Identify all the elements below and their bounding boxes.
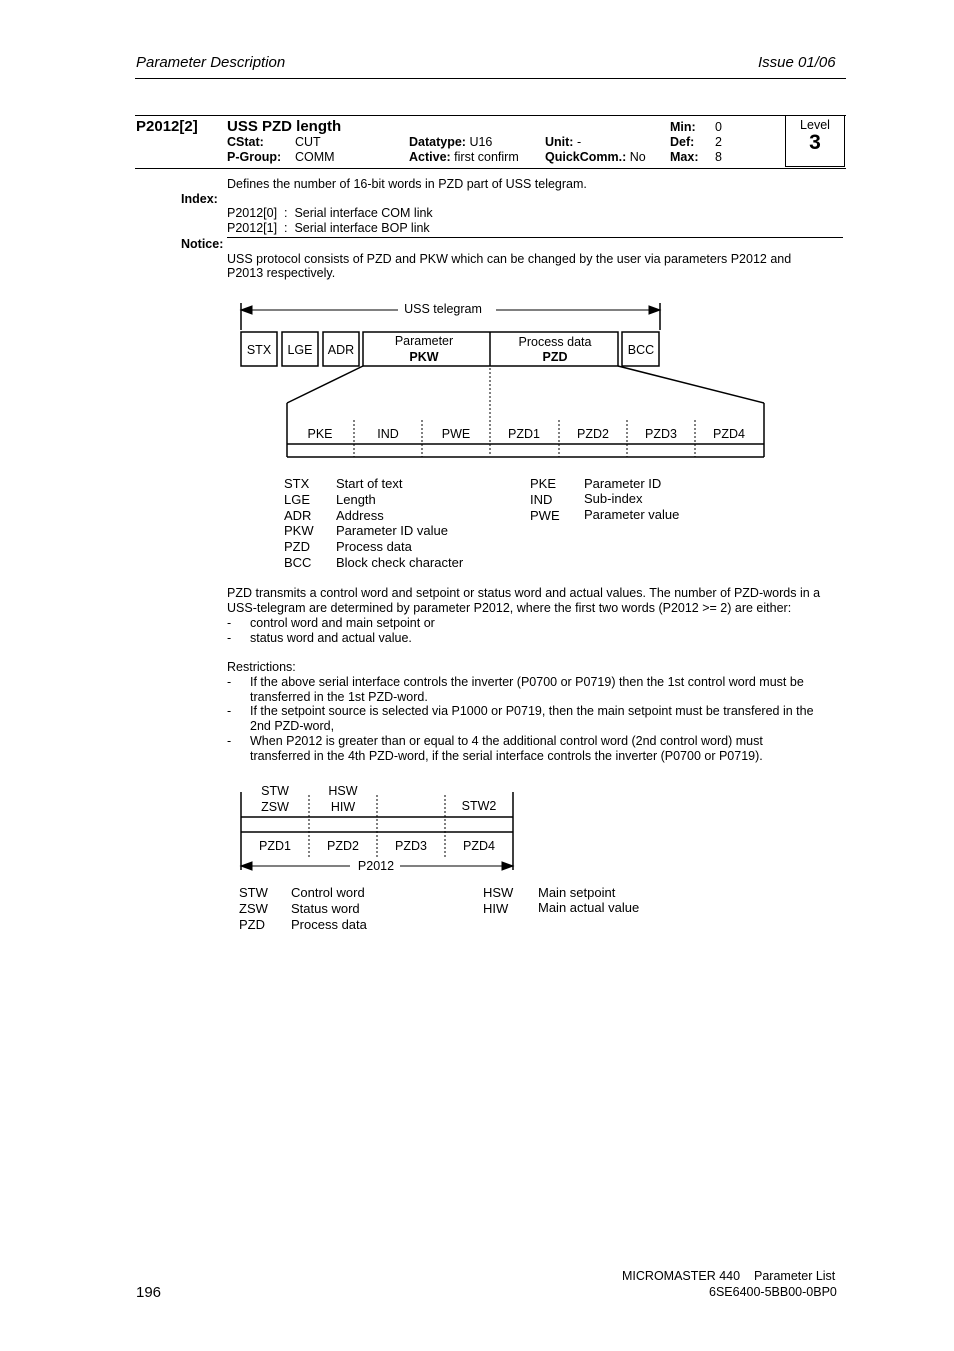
restrictions-label: Restrictions: [227, 660, 296, 674]
stx-label: STX [246, 343, 272, 357]
field-pzd4: PZD4 [713, 427, 745, 441]
restriction-line: If the setpoint source is selected via P1000 or P0719, then the main setpoint must be transfered in the [250, 704, 814, 718]
legend-item: IND [530, 492, 553, 507]
hsw-label: HSW [328, 784, 358, 798]
cstat-label: CStat: [227, 135, 264, 149]
legend-text: Main actual value [538, 900, 640, 915]
index-item: P2012[0] : Serial interface COM link [227, 206, 433, 220]
header-issue: Issue 01/06 [758, 54, 836, 71]
field-pwe: PWE [441, 427, 471, 441]
restriction-line: 2nd PZD-word, [250, 719, 335, 733]
legend-text: Address [336, 508, 384, 523]
process-data-label: Process data [518, 335, 592, 349]
def-label: Def: [670, 135, 695, 149]
parameter-label: Parameter [394, 334, 454, 348]
max-label: Max: [670, 150, 699, 164]
field-pzd2: PZD2 [577, 427, 609, 441]
notice-line: P2013 respectively. [227, 266, 336, 280]
legend-item: PZD [284, 539, 310, 554]
legend-item: PWE [530, 508, 560, 523]
bullet-text: status word and actual value. [250, 631, 412, 645]
legend-item: STW [239, 885, 268, 900]
stw-label: STW [261, 784, 289, 798]
max-value: 8 [715, 150, 722, 164]
min-label: Min: [670, 120, 696, 134]
legend-item: HSW [483, 885, 514, 900]
datatype-row: Datatype: U16 [409, 135, 493, 149]
bullet-dash: - [227, 616, 232, 630]
restriction-line: transferred in the 4th PZD-word, if the serial interface controls the inverter (P0700 or P0719). [250, 749, 763, 763]
field-pzd3: PZD3 [645, 427, 677, 441]
bcc-label: BCC [627, 343, 655, 357]
telegram-label: USS telegram [404, 302, 482, 316]
field-pke: PKE [307, 427, 333, 441]
span-label: P2012 [357, 859, 395, 873]
pzd-label: PZD [542, 350, 568, 364]
quickcomm-row: QuickComm.: No [545, 150, 646, 164]
unit-row: Unit: - [545, 135, 582, 149]
bullet-dash: - [227, 675, 232, 689]
lge-label: LGE [287, 343, 313, 357]
zsw-label: ZSW [261, 800, 289, 814]
legend-text: Status word [291, 901, 360, 916]
index-item: P2012[1] : Serial interface BOP link [227, 221, 430, 235]
active-row: Active: first confirm [409, 150, 519, 164]
adr-label: ADR [327, 343, 355, 357]
pgroup-label: P-Group: [227, 150, 282, 164]
legend-item: LGE [284, 492, 311, 507]
uss-telegram-diagram [0, 0, 954, 470]
arrowhead-right [649, 306, 660, 314]
arrowhead-left [241, 862, 252, 870]
legend-item: PKW [284, 523, 314, 538]
legend-text: Sub-index [584, 491, 643, 506]
bullet-dash: - [227, 631, 232, 645]
min-value: 0 [715, 120, 722, 134]
legend-item: PKE [530, 476, 557, 491]
bullet-dash: - [227, 734, 232, 748]
footer-order-number: 6SE6400-5BB00-0BP0 [709, 1285, 837, 1299]
legend-text: Parameter ID value [336, 523, 448, 538]
legend-text: Process data [291, 917, 367, 932]
restriction-line: transferred in the 1st PZD-word. [250, 690, 428, 704]
footer-product: MICROMASTER 440 Parameter List [622, 1269, 836, 1283]
legend-text: Parameter value [584, 507, 680, 522]
def-value: 2 [715, 135, 722, 149]
field-pzd1: PZD1 [259, 839, 291, 853]
page-number: 196 [136, 1284, 162, 1301]
stw2-label: STW2 [461, 799, 497, 813]
index-label: Index: [181, 192, 218, 206]
header-title: Parameter Description [136, 54, 286, 71]
pgroup-value: COMM [295, 150, 335, 164]
legend-text: Control word [291, 885, 365, 900]
legend-text: Parameter ID [584, 476, 662, 491]
pkw-label: PKW [409, 350, 439, 364]
cstat-value: CUT [295, 135, 321, 149]
pzd-paragraph-line: PZD transmits a control word and setpoint or status word and actual values. The number of PZD-words in a [227, 586, 821, 600]
expand-line-right [618, 366, 764, 403]
bullet-dash: - [227, 704, 232, 718]
legend-item: PZD [239, 917, 265, 932]
legend-item: ZSW [239, 901, 268, 916]
notice-line: USS protocol consists of PZD and PKW which can be changed by the user via parameters P2012 and [227, 252, 792, 266]
parameter-title: USS PZD length [227, 118, 342, 135]
restriction-line: If the above serial interface controls the inverter (P0700 or P0719) then the 1st control word must be [250, 675, 804, 689]
legend-item: STX [284, 476, 310, 491]
legend-item: HIW [483, 901, 509, 916]
description: Defines the number of 16-bit words in PZD part of USS telegram. [227, 177, 587, 191]
field-pzd3: PZD3 [395, 839, 427, 853]
level-value: 3 [809, 131, 821, 154]
pzd-words-diagram [0, 770, 954, 880]
bullet-text: control word and main setpoint or [250, 616, 435, 630]
hiw-label: HIW [330, 800, 356, 814]
expand-line-left [287, 366, 363, 403]
field-pzd2: PZD2 [327, 839, 359, 853]
parameter-id: P2012[2] [136, 118, 198, 135]
legend-text: Main setpoint [538, 885, 616, 900]
legend-item: ADR [284, 508, 312, 523]
pzd-paragraph-line: USS-telegram are determined by parameter P2012, where the first two words (P2012 >= 2) are either: [227, 601, 792, 615]
field-pzd4: PZD4 [463, 839, 495, 853]
legend-item: BCC [284, 555, 312, 570]
field-pzd1: PZD1 [508, 427, 540, 441]
legend-text: Length [336, 492, 376, 507]
arrowhead-right [502, 862, 513, 870]
arrowhead-left [241, 306, 252, 314]
legend-text: Start of text [336, 476, 403, 491]
field-ind: IND [377, 427, 399, 441]
restriction-line: When P2012 is greater than or equal to 4 the additional control word (2nd control word) must [250, 734, 763, 748]
level-label: Level [800, 118, 830, 132]
legend-text: Process data [336, 539, 412, 554]
legend-text: Block check character [336, 555, 464, 570]
notice-label: Notice: [181, 237, 224, 251]
